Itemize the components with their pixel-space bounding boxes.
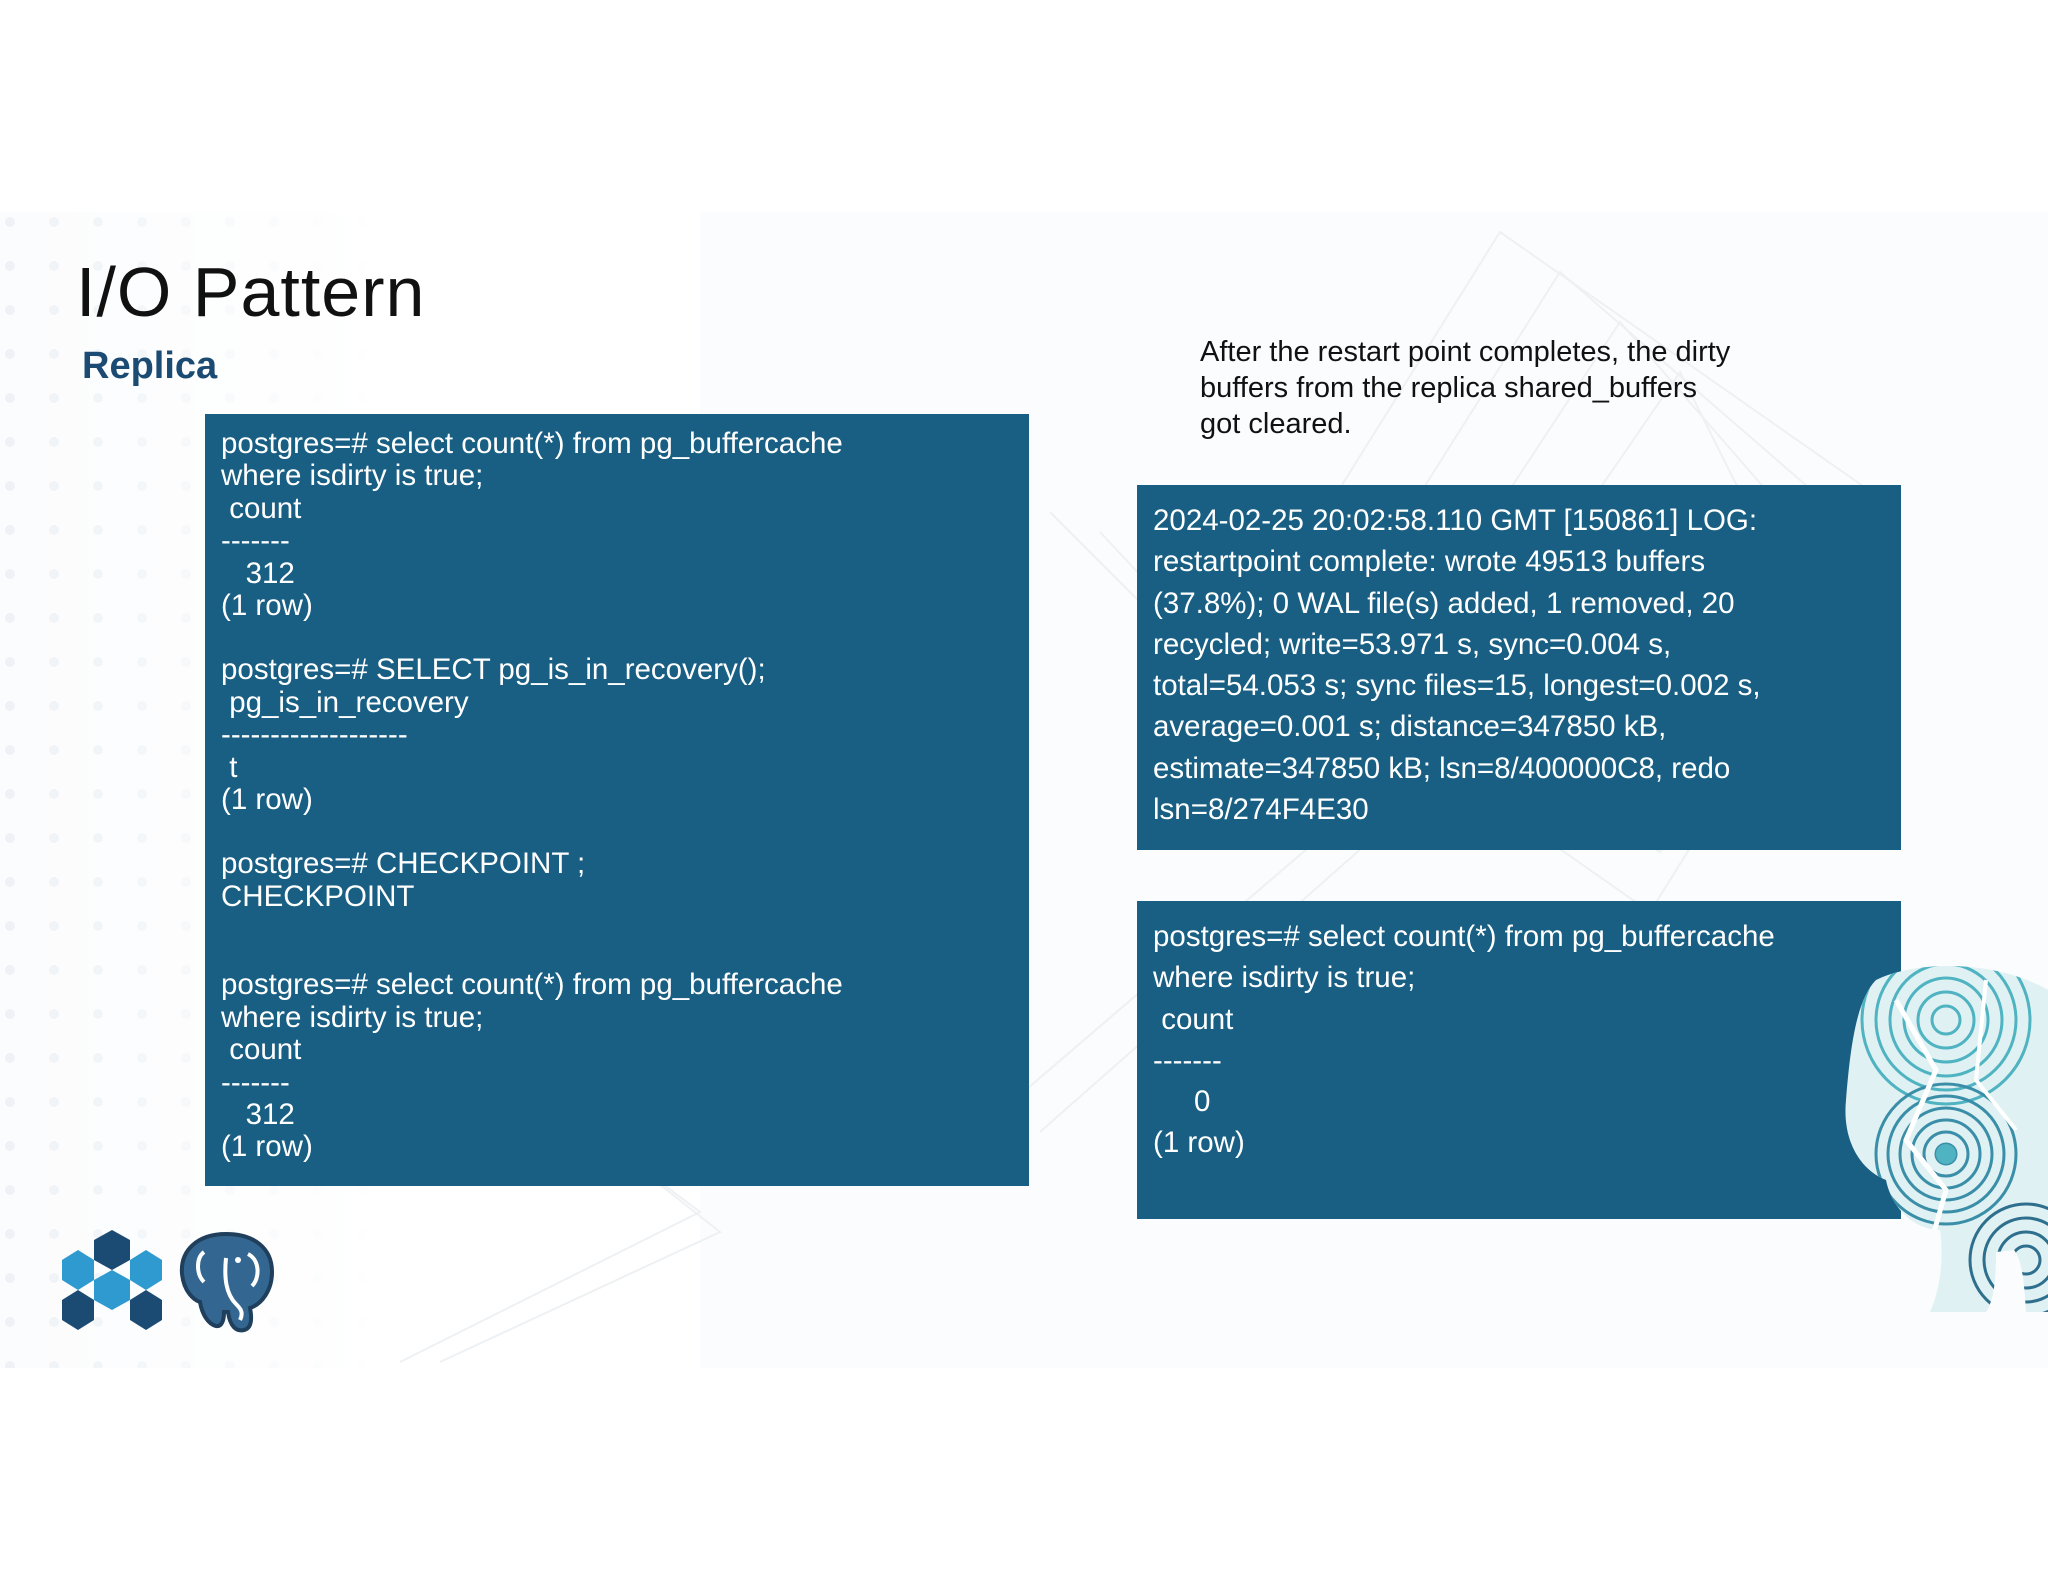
code-line: (1 row) (1153, 1126, 1245, 1160)
code-line: where isdirty is true; (221, 459, 484, 493)
code-line: t (221, 750, 238, 784)
code-line: ------- (221, 524, 290, 558)
log-line: 2024-02-25 20:02:58.110 GMT [150861] LOG: (1153, 504, 1758, 537)
page-title: I/O Pattern (76, 253, 426, 331)
code-line: count (1153, 1002, 1234, 1036)
code-line: where isdirty is true; (221, 1000, 484, 1034)
explanation-note (1200, 334, 1880, 442)
note-line: buffers from the replica shared_buffers (1200, 372, 1698, 404)
log-line: average=0.001 s; distance=347850 kB, (1153, 710, 1667, 744)
code-line: 312 (221, 1097, 295, 1131)
note-line: got cleared. (1200, 408, 1352, 440)
log-line: (37.8%); 0 WAL file(s) added, 1 removed, 20 (1153, 586, 1735, 620)
hexagon-logo-icon (56, 1224, 168, 1336)
code-line: count (221, 491, 302, 525)
log-line: lsn=8/274F4E30 (1153, 793, 1369, 827)
log-line: estimate=347850 kB; lsn=8/400000C8, redo (1153, 751, 1731, 785)
code-line: postgres=# CHECKPOINT ; (221, 847, 586, 881)
postgresql-elephant-icon (174, 1228, 278, 1336)
code-line: where isdirty is true; (1153, 961, 1416, 995)
code-line: count (221, 1033, 302, 1067)
log-line: recycled; write=53.971 s, sync=0.004 s, (1153, 627, 1672, 661)
code-line: postgres=# select count(*) from pg_buffercache (1153, 920, 1775, 953)
code-line: 312 (221, 556, 295, 590)
code-line: postgres=# select count(*) from pg_buffercache (221, 427, 843, 460)
psql-session-panel (205, 414, 1029, 1186)
code-line: CHECKPOINT (221, 879, 415, 913)
code-line: 0 (1153, 1085, 1211, 1119)
code-line: postgres=# SELECT pg_is_in_recovery(); (221, 653, 766, 687)
code-line: pg_is_in_recovery (221, 685, 469, 719)
code-line: (1 row) (221, 589, 313, 623)
code-line: ------- (221, 1065, 290, 1099)
code-line: postgres=# select count(*) from pg_buffercache (221, 968, 843, 1002)
log-line: restartpoint complete: wrote 49513 buffers (1153, 545, 1706, 579)
code-line: (1 row) (221, 783, 313, 817)
code-line: ------- (1153, 1043, 1222, 1077)
code-line: ------------------- (221, 718, 408, 752)
restartpoint-log-panel (1137, 485, 1901, 850)
note-line: After the restart point completes, the dirty (1200, 336, 1731, 368)
code-line: (1 row) (221, 1130, 313, 1164)
elephant-illustration-icon (1836, 960, 2048, 1312)
log-line: total=54.053 s; sync files=15, longest=0.002 s, (1153, 669, 1761, 703)
dirty-buffers-result-panel (1137, 901, 1901, 1219)
page-subtitle: Replica (82, 345, 218, 387)
